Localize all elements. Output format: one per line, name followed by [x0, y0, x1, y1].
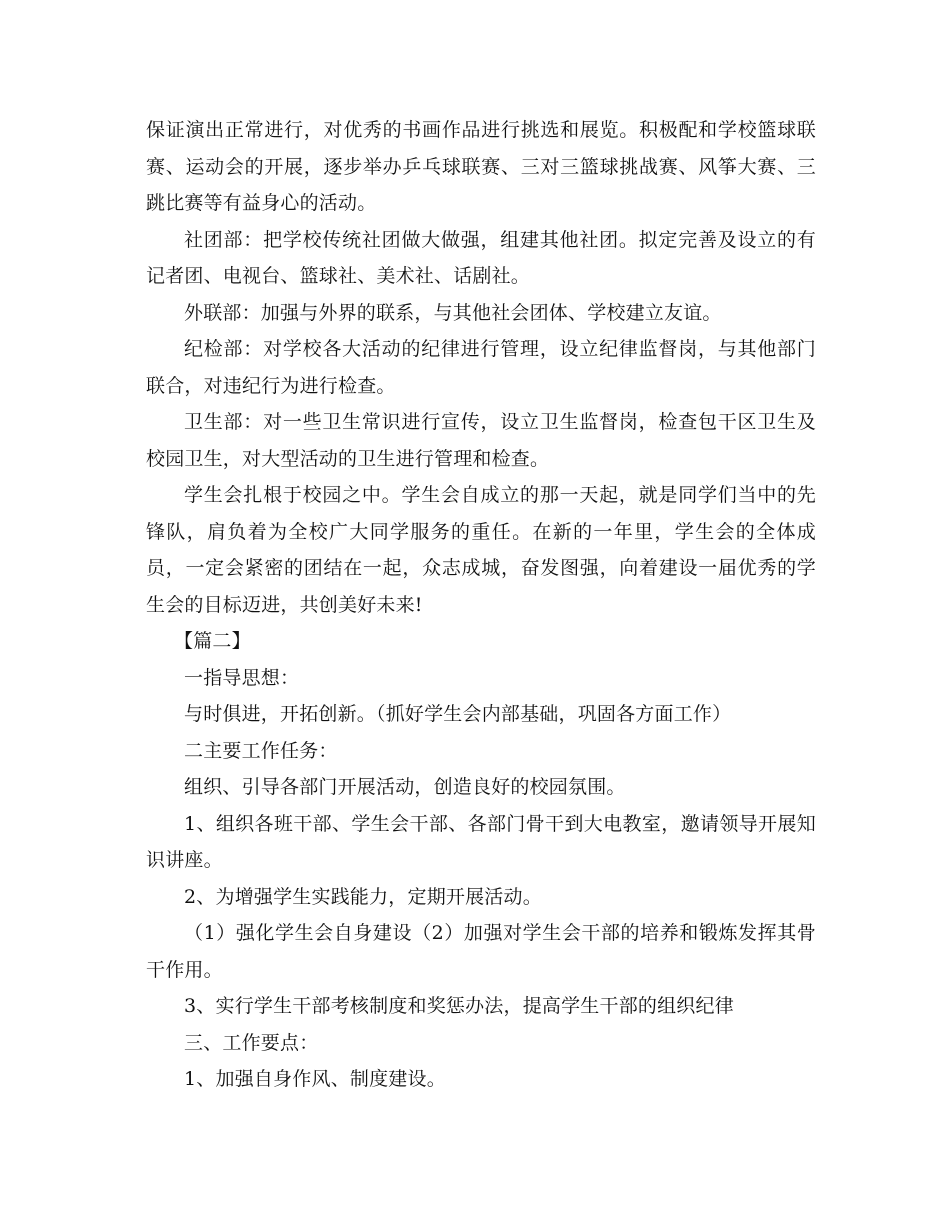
paragraph-guiding-ideology: 与时俱进，开拓创新。（抓好学生会内部基础，巩固各方面工作）	[184, 703, 732, 725]
list-item-work-point-1: 1、加强自身作风、制度建设。	[184, 1068, 446, 1090]
paragraph-health-department: 卫生部：对一些卫生常识进行宣传，设立卫生监督岗，检查包干区卫生及校园卫生，对大型活动的卫生进行管理和检查。	[146, 411, 816, 470]
list-item-task-3: 3、实行学生干部考核制度和奖惩办法，提高学生干部的组织纪律	[184, 995, 734, 1017]
document-body	[146, 112, 816, 1098]
paragraph-discipline-department: 纪检部：对学校各大活动的纪律进行管理，设立纪律监督岗，与其他部门联合，对违纪行为进行检查。	[146, 338, 816, 397]
heading-main-tasks: 二主要工作任务：	[184, 739, 338, 762]
list-item-task-1: 1、组织各班干部、学生会干部、各部门骨干到大电教室，邀请领导开展知识讲座。	[146, 812, 816, 871]
heading-work-points: 三、工作要点：	[184, 1031, 319, 1054]
section-heading-part-two: 【篇二】	[174, 630, 251, 652]
paragraph-activities-continuation: 保证演出正常进行，对优秀的书画作品进行挑选和展览。积极配和学校篮球联赛、运动会的开展，逐步举办乒乓球联赛、三对三篮球挑战赛、风筝大赛、三跳比赛等有益身心的活动。	[146, 119, 816, 214]
paragraph-student-union-summary: 学生会扎根于校园之中。学生会自成立的那一天起，就是同学们当中的先锋队，肩负着为全校广大同学服务的重任。在新的一年里，学生会的全体成员，一定会紧密的团结在一起，众志成城，奋发图强，向着建设一届优秀的学生会的目标迈进，共创美好未来!	[146, 484, 816, 616]
list-item-task-2: 2、为增强学生实践能力，定期开展活动。	[184, 885, 542, 908]
list-item-subtasks: （1）强化学生会自身建设（2）加强对学生会干部的培养和锻炼发挥其骨干作用。	[146, 922, 816, 981]
paragraph-main-tasks: 组织、引导各部门开展活动，创造良好的校园氛围。	[184, 776, 626, 798]
paragraph-club-department: 社团部：把学校传统社团做大做强，组建其他社团。拟定完善及设立的有记者团、电视台、篮球社、美术社、话剧社。	[146, 228, 816, 287]
paragraph-external-relations: 外联部：加强与外界的联系，与其他社会团体、学校建立友谊。	[184, 301, 722, 324]
heading-guiding-ideology: 一指导思想：	[184, 666, 300, 689]
